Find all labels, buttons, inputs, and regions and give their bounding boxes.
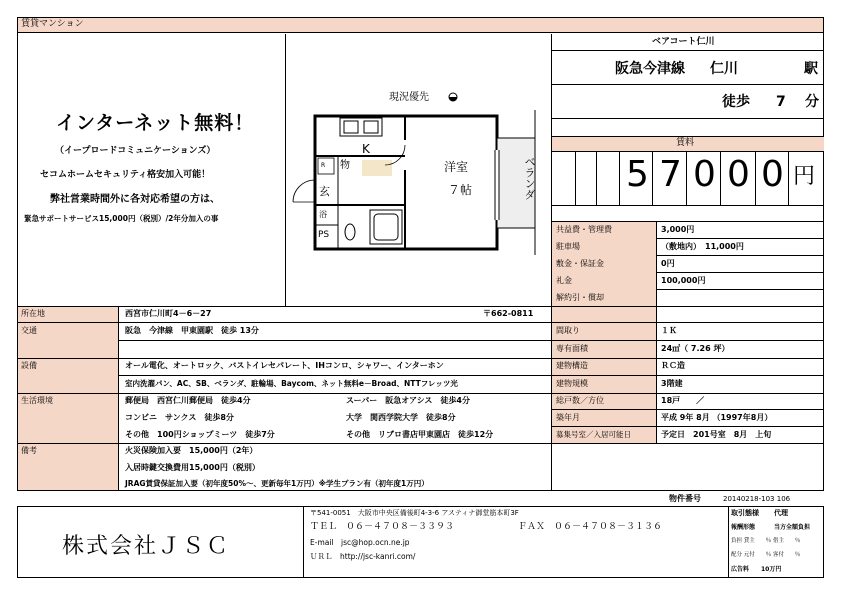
header-bar [17,17,824,33]
rent-unit: 円 [793,164,816,189]
rent-digit: 7 [659,154,682,195]
environment-item: スーパー 阪急オアシス 徒歩4分 [346,396,470,405]
fee-value: 100,000円 [661,276,706,285]
rule [551,84,824,85]
remarks-line: 入居時鍵交換費用15,000円（税別） [125,463,260,472]
environment-label: 生活環境 [21,396,53,405]
fee-type-value: 当方全額負担 [774,524,811,531]
spec-label: 築年月 [556,413,580,422]
ps-label: PS [318,230,330,240]
rent-digit: 0 [693,154,716,195]
promo-headline: インターネット無料！ [56,112,255,134]
spec-value: 18戸 ／ [661,396,705,405]
rule [17,306,824,307]
walk-minutes: 7 [776,94,786,110]
sun-icon [446,91,460,103]
walk-label: 徒歩 [722,94,750,110]
rule [596,151,597,205]
environment-item: 大学 関西学院大学 徒歩8分 [346,413,456,422]
rule [551,340,824,341]
spec-label: 建物規模 [556,379,588,388]
fee-label: 解約引・償却 [556,293,604,302]
company-name: 株式会社ＪＳＣ [62,534,231,559]
environment-item: 郵便局 西宮仁川郵便局 徒歩4分 [125,396,251,405]
rule [551,443,824,444]
rule [551,322,824,323]
address-value: 西宮市仁川町4－6－27 [125,309,212,318]
rule [17,443,552,444]
fee-type-label: 報酬形態 [731,524,756,531]
rule [755,151,756,205]
company-email: E-mail jsc@hop.ocn.ne.jp [310,538,410,547]
fee-label: 敷金・保証金 [556,259,604,268]
rule [728,506,729,578]
rule [118,306,119,491]
spec-value: １Ｋ [661,326,677,335]
rule [551,409,824,410]
rule [720,151,721,205]
remarks-line: 火災保険加入要 15,000円（2年） [125,446,258,455]
fee-split: 配分 元付 ％ 客付 ％ [731,552,801,558]
fee-value: 0円 [661,259,675,268]
rule [551,375,824,376]
property-station: 仁川 [710,61,738,77]
kitchen-label: K [362,142,370,156]
rule [118,340,552,341]
rule [118,375,552,376]
rent-digit: 5 [626,154,649,195]
property-no-label: 物件番号 [669,494,701,503]
rent-digit: 0 [761,154,784,195]
postal-value: 〒662-0811 [483,309,534,318]
property-name: ベアコート仁川 [652,37,715,47]
status-label: 現況優先 [389,92,429,103]
promo-security: セコムホームセキュリティ格安加入可能！ [40,170,211,180]
rule [619,151,620,205]
spec-value: 3階建 [661,379,683,388]
rule [17,322,552,323]
rule [551,151,824,152]
spec-label: 専有面積 [556,344,588,353]
rule [551,50,824,51]
environment-item: コンビニ サンクス 徒歩8分 [125,413,234,422]
storage-label: 物 [340,160,350,171]
transport-label: 交通 [21,326,37,335]
environment-item: その他 リブロ書店甲東園店 徒歩12分 [346,430,494,439]
property-line: 阪急今津線 [615,61,685,77]
rule [575,151,576,205]
rule [551,306,552,491]
fee-value: 3,000円 [661,225,695,234]
bath-label: 浴 [319,210,327,219]
rule [303,506,304,578]
category-label: 賃貸マンション [21,19,84,29]
company-url: ＵＲＬ http://jsc-kanri.com/ [310,552,416,561]
fee-split: 負担 貸主 ％ 借主 ％ [731,538,801,544]
rule [17,393,552,394]
spec-value: 24㎡（ 7.26 坪） [661,344,730,353]
rule [656,221,657,306]
spec-value: ＲＣ造 [661,361,685,370]
fee-label: 礼金 [556,276,572,285]
fee-label: 共益費・管理費 [556,225,612,234]
rule [551,426,824,427]
entrance-label: 玄 [319,185,330,198]
environment-item: その他 100円ショップミーツ 徒歩7分 [125,430,275,439]
r-label: R [321,162,326,169]
rule [652,151,653,205]
station-suffix: 駅 [804,61,818,77]
company-address: 〒541-0051 大阪市中央区備後町4-3-6 アスティナ御堂筋本町3F [310,509,519,517]
ad-fee: 広告料 10万円 [731,566,782,573]
rent-digit: 0 [727,154,750,195]
rule [551,205,824,206]
fee-label: 駐車場 [556,242,580,251]
equipment-line: オール電化、オートロック、バストイレセパレート、IHコンロ、シャワー、インターホン [125,361,444,370]
rule [551,118,824,119]
equipment-line: 室内洗濯パン、AC、SB、ベランダ、駐輪場、Baycom、ネット無料e－Broad、NTTフレッツ光 [125,379,458,388]
transport-value: 阪急 今津線 甲東園駅 徒歩 13分 [125,326,259,335]
spec-label: 募集号室／入居可能日 [556,430,631,439]
walk-unit: 分 [805,94,819,110]
property-no: 20140218-103 106 [723,495,791,503]
spec-value: 予定日 201号室 8月 上旬 [661,430,772,439]
promo-support-service: 緊急サポートサービス15,000円（税別）/2年分加入の事 [24,214,219,223]
remarks-line: JRAG賃貸保証加入要（初年度50%～、更新毎年1万円）※学生プラン有（初年度1万円） [125,479,429,488]
rent-label: 賃料 [676,138,695,148]
company-fax: ＦＡＸ ０６－４７０８－３１３６ [518,522,663,532]
remarks-label: 備考 [21,446,37,455]
room-size-label: ７帖 [448,183,473,197]
equipment-label: 設備 [21,361,37,370]
rule [551,358,824,359]
spec-label: 総戸数／方位 [556,396,604,405]
rule [551,393,824,394]
rule [686,151,687,205]
promo-support-note: 弊社営業時間外に各対応希望の方は、 [50,194,220,205]
fee-value: （敷地内） 11,000円 [661,242,744,251]
promo-provider: （イープロードコミュニケーションズ） [55,146,216,156]
address-label: 所在地 [21,309,45,318]
spec-label: 間取り [556,326,580,335]
spec-label: 建物構造 [556,361,588,370]
floorplan-left-border [285,34,286,306]
trade-value: 代理 [774,509,788,517]
room-western-label: 洋室 [444,160,469,174]
company-tel: ＴＥＬ ０６－４７０８－３３９３ [310,522,455,532]
trade-label: 取引態様 [731,509,759,517]
spec-value: 平成 9年 8月 （1997年8月） [661,413,773,422]
rule [17,358,552,359]
balcony-label: ベランダ [523,156,536,200]
rule [788,151,789,205]
